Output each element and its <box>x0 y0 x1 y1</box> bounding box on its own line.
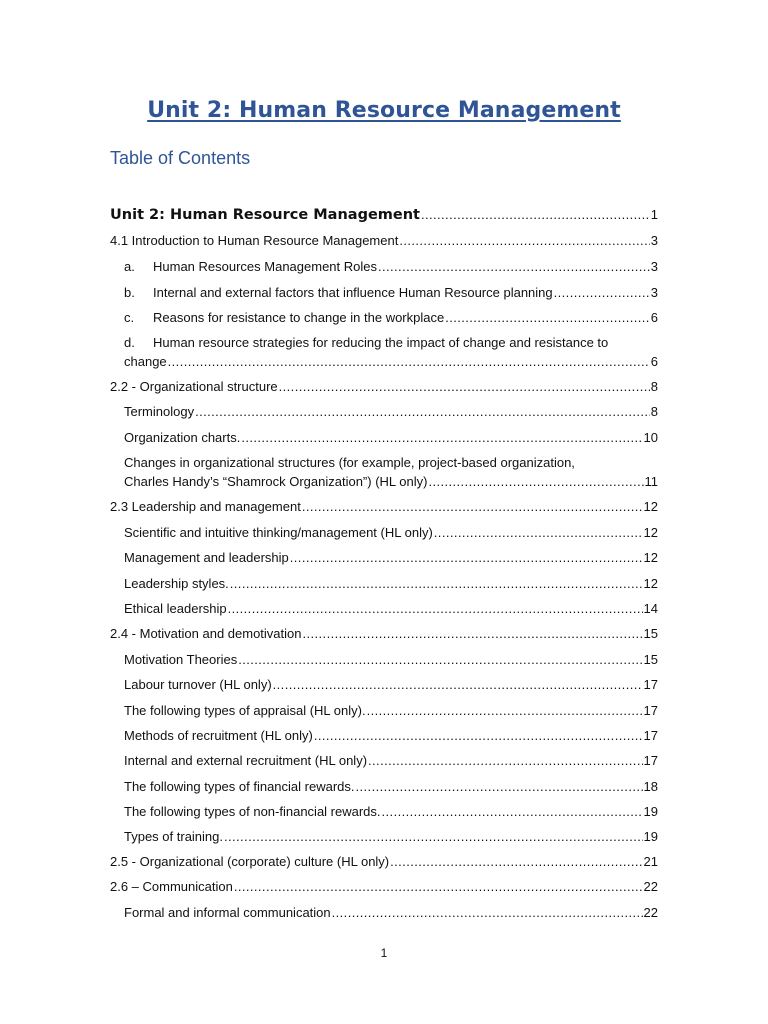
toc-entry-title: Leadership styles. <box>124 576 229 591</box>
toc-entry-title: Methods of recruitment (HL only) <box>124 728 313 743</box>
toc-page-number: 15 <box>643 652 658 667</box>
toc-dot-leader <box>227 599 643 618</box>
toc-page-number: 21 <box>643 854 658 869</box>
toc-entry-line <box>110 624 658 643</box>
toc-entry-title: Human resource strategies for reducing the impact of change and resistance to <box>153 335 609 350</box>
toc-dot-leader <box>398 231 649 250</box>
toc-dot-leader <box>389 852 642 871</box>
toc-dot-leader <box>194 402 650 421</box>
toc-dot-leader <box>331 903 643 922</box>
toc-dot-leader <box>366 701 643 720</box>
toc-entry[interactable] <box>124 333 658 371</box>
toc-entry-line <box>110 497 658 516</box>
toc-page-number: 3 <box>650 233 658 248</box>
toc-entry[interactable] <box>124 523 658 542</box>
toc-entry-title: Internal and external factors that influence Human Resource planning <box>153 285 553 300</box>
toc-entry-marker: d. <box>124 335 135 350</box>
toc-entry[interactable] <box>124 802 658 821</box>
toc-entry-title: Ethical leadership <box>124 601 227 616</box>
toc-entry-marker: a. <box>124 259 135 274</box>
toc-entry-title: 2.2 - Organizational structure <box>110 379 278 394</box>
toc-entry-line <box>110 852 658 871</box>
toc-page-number: 8 <box>650 379 658 394</box>
toc-page-number: 17 <box>643 703 658 718</box>
toc-dot-leader <box>420 205 650 224</box>
toc-entry[interactable] <box>110 205 658 225</box>
toc-entry-title: Management and leadership <box>124 550 289 565</box>
toc-entry-line <box>110 377 658 396</box>
toc-entry[interactable] <box>124 675 658 694</box>
toc-entry-title: 2.4 - Motivation and demotivation <box>110 626 302 641</box>
toc-page-number: 22 <box>643 879 658 894</box>
toc-entry-line <box>124 701 658 720</box>
toc-entry-title: Unit 2: Human Resource Management <box>110 207 420 223</box>
toc-entry-title: 2.6 – Communication <box>110 879 233 894</box>
toc-entry-line <box>124 650 658 669</box>
toc-entry-title: Internal and external recruitment (HL only) <box>124 753 368 768</box>
toc-entry-title: Organization charts. <box>124 430 241 445</box>
toc-dot-leader <box>302 624 643 643</box>
toc-entry-line <box>124 802 658 821</box>
toc-page-number: 3 <box>650 285 658 300</box>
toc-entry-line <box>124 257 658 276</box>
toc-page-number: 10 <box>643 430 658 445</box>
toc-entry-line <box>124 453 658 472</box>
toc-entry[interactable] <box>124 827 658 846</box>
toc-page-number: 17 <box>643 728 658 743</box>
toc-entry-line <box>110 205 658 225</box>
toc-entry-title: The following types of financial rewards. <box>124 779 355 794</box>
toc-entry-title: 2.5 - Organizational (corporate) culture (HL only) <box>110 854 390 869</box>
toc-entry[interactable] <box>124 751 658 770</box>
toc-page-number: 6 <box>650 310 658 325</box>
toc-dot-leader <box>313 726 643 745</box>
toc-entry-title: Motivation Theories <box>124 652 238 667</box>
toc-entry[interactable] <box>110 377 658 396</box>
toc-entry-title: Changes in organizational structures (for example, project-based organization, <box>124 455 575 470</box>
toc-dot-leader <box>444 308 650 327</box>
toc-page-number: 12 <box>643 525 658 540</box>
toc-entry[interactable] <box>124 283 658 302</box>
toc-entry-line <box>124 903 658 922</box>
toc-page-number: 19 <box>643 804 658 819</box>
toc-page-number: 1 <box>650 207 658 222</box>
toc-dot-leader <box>233 877 643 896</box>
toc-entry[interactable] <box>124 574 658 593</box>
toc-entry-title: 4.1 Introduction to Human Resource Management <box>110 233 399 248</box>
toc-heading: Table of Contents <box>110 148 251 168</box>
toc-entry[interactable] <box>110 624 658 643</box>
toc-dot-leader <box>289 548 643 567</box>
toc-entry-title: Terminology <box>124 404 195 419</box>
toc-entry-title: The following types of non-financial rewards. <box>124 804 381 819</box>
toc-entry-continuation: Charles Handy’s “Shamrock Organization”) (HL only) <box>124 474 428 489</box>
toc-entry-line <box>124 308 658 327</box>
toc-entry-line <box>124 827 658 846</box>
toc-page-number: 12 <box>643 576 658 591</box>
toc-page-number: 3 <box>650 259 658 274</box>
toc-page-number: 18 <box>643 779 658 794</box>
toc-dot-leader <box>223 827 643 846</box>
toc-dot-leader <box>278 377 650 396</box>
toc-entry-line <box>110 231 658 250</box>
toc-entry[interactable] <box>124 257 658 276</box>
toc-page-number: 8 <box>650 404 658 419</box>
document-title: Unit 2: Human Resource Management <box>147 98 621 123</box>
toc-entry-title: Human Resources Management Roles <box>153 259 377 274</box>
toc-dot-leader <box>367 751 643 770</box>
toc-entry-line <box>124 523 658 542</box>
toc-entry-line <box>124 548 658 567</box>
toc-entry-line <box>124 283 658 302</box>
toc-entry-line <box>124 352 658 371</box>
toc-dot-leader <box>427 472 643 491</box>
toc-entry-line <box>110 877 658 896</box>
toc-dot-leader <box>229 574 643 593</box>
footer-page-number: 1 <box>380 946 388 960</box>
toc-entry[interactable] <box>124 777 658 796</box>
toc-entry[interactable] <box>124 726 658 745</box>
toc-entry-title: Scientific and intuitive thinking/management (HL only) <box>124 525 433 540</box>
toc-page-number: 22 <box>643 905 658 920</box>
toc-entry-line <box>124 675 658 694</box>
toc-dot-leader <box>377 257 650 276</box>
toc-entry[interactable] <box>124 428 658 447</box>
toc-page-number: 12 <box>643 499 658 514</box>
toc-entry[interactable] <box>124 903 658 922</box>
toc-entry[interactable] <box>124 402 658 421</box>
toc-dot-leader <box>553 283 650 302</box>
toc-page-number: 14 <box>643 601 658 616</box>
toc-entry[interactable] <box>124 308 658 327</box>
toc-dot-leader <box>301 497 643 516</box>
toc-entry-line <box>124 472 658 491</box>
toc-entry[interactable] <box>124 453 658 491</box>
toc-page-number: 19 <box>643 829 658 844</box>
toc-entry[interactable] <box>110 497 658 516</box>
toc-entry-title: 2.3 Leadership and management <box>110 499 301 514</box>
toc-dot-leader <box>240 428 642 447</box>
toc-entry[interactable] <box>124 650 658 669</box>
toc-entry[interactable] <box>110 877 658 896</box>
toc-entry-title: Reasons for resistance to change in the workplace <box>153 310 445 325</box>
toc-entry-line <box>124 333 658 352</box>
toc-dot-leader <box>237 650 642 669</box>
toc-entry-line <box>124 402 658 421</box>
toc-entry-title: Types of training. <box>124 829 223 844</box>
toc-entry[interactable] <box>124 548 658 567</box>
toc-entry[interactable] <box>110 231 658 250</box>
toc-dot-leader <box>167 352 650 371</box>
toc-dot-leader <box>355 777 643 796</box>
toc-entry-line <box>124 751 658 770</box>
toc-dot-leader <box>381 802 643 821</box>
toc-entry[interactable] <box>110 852 658 871</box>
toc-entry-marker: b. <box>124 285 135 300</box>
toc-entry-line <box>124 574 658 593</box>
toc-entry-line <box>124 428 658 447</box>
toc-entry[interactable] <box>124 599 658 618</box>
toc-entry-line <box>124 599 658 618</box>
toc-entry-continuation: change <box>124 354 167 369</box>
toc-page-number: 12 <box>643 550 658 565</box>
toc-entry-line <box>124 777 658 796</box>
toc-entry[interactable] <box>124 701 658 720</box>
toc-entry-title: Formal and informal communication <box>124 905 331 920</box>
toc-dot-leader <box>433 523 643 542</box>
toc-entry-line <box>124 726 658 745</box>
toc-page-number: 17 <box>643 753 658 768</box>
toc-entry-title: Labour turnover (HL only) <box>124 677 272 692</box>
toc-entry-title: The following types of appraisal (HL only). <box>124 703 366 718</box>
toc-page-number: 15 <box>643 626 658 641</box>
toc-page-number: 11 <box>644 474 658 489</box>
toc-page-number: 6 <box>650 354 658 369</box>
toc-entry-marker: c. <box>124 310 135 325</box>
toc-dot-leader <box>272 675 643 694</box>
toc-page-number: 17 <box>643 677 658 692</box>
